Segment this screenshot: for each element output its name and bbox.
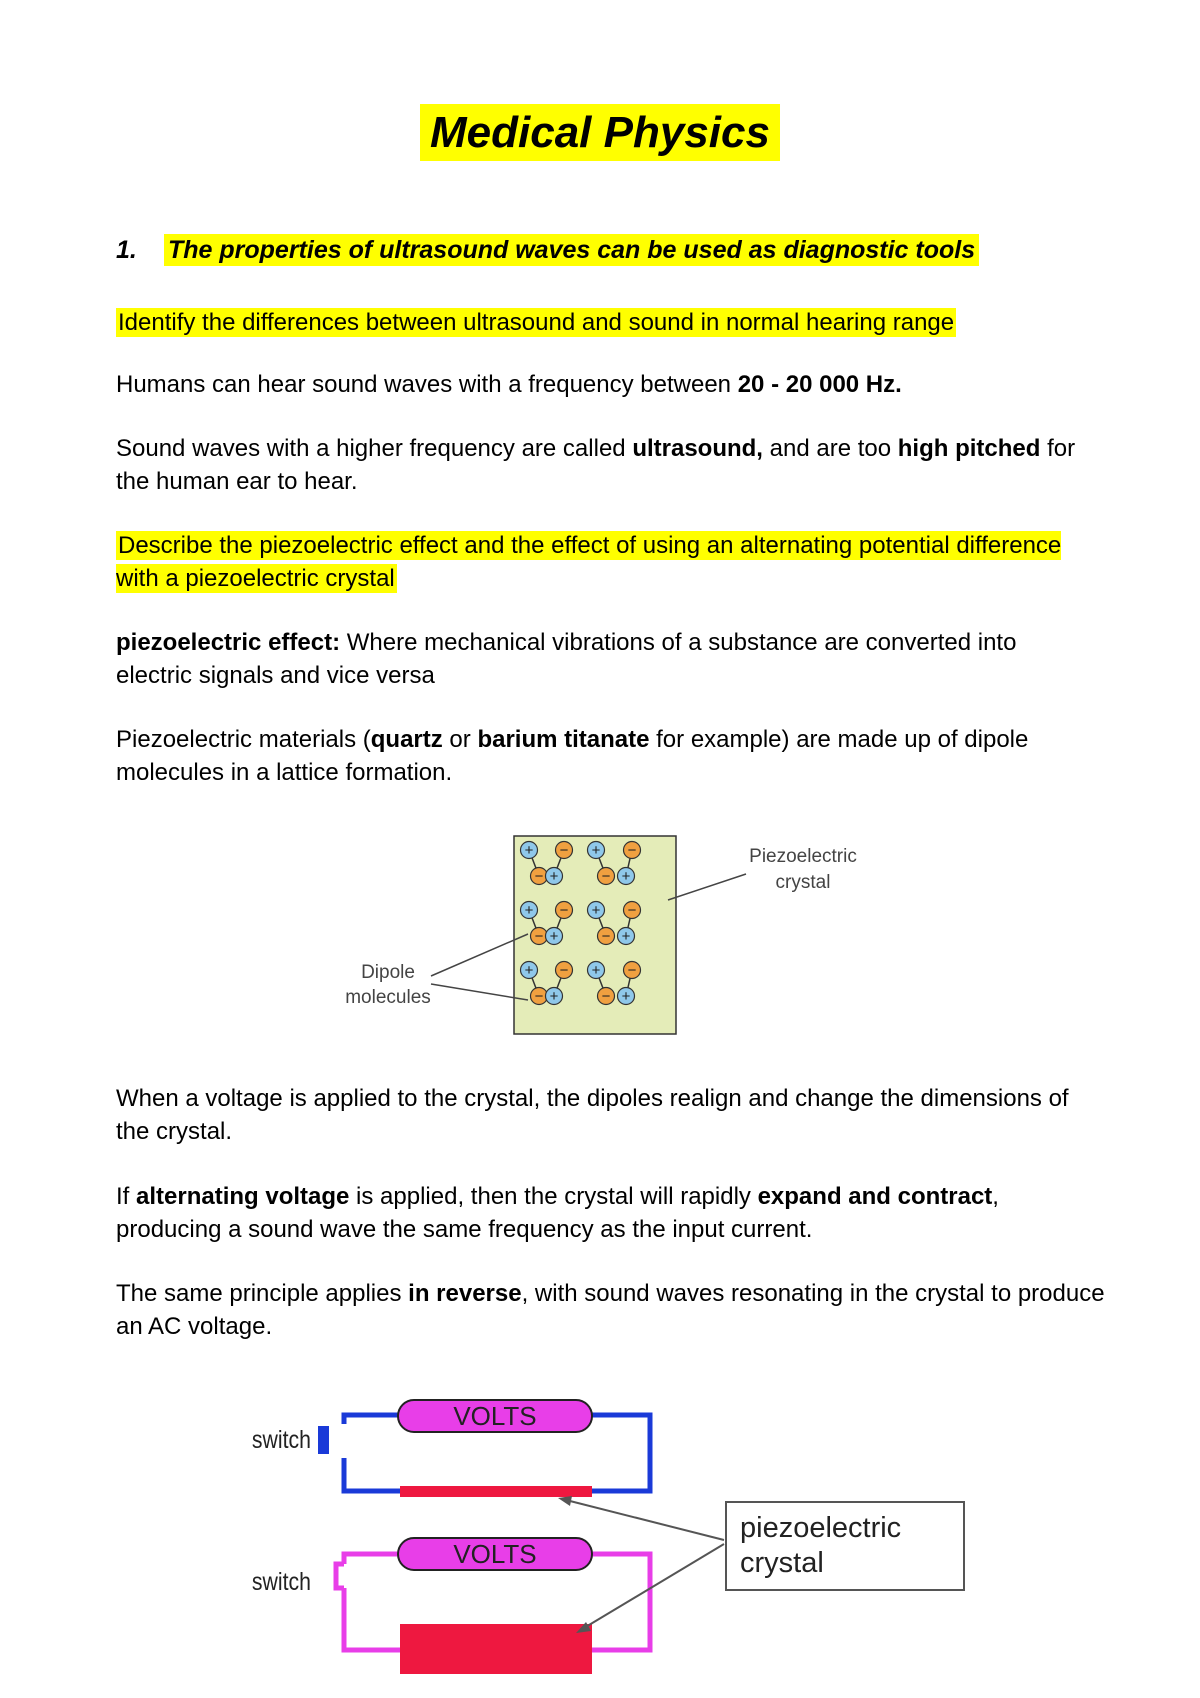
paragraph-alternating xyxy=(116,1180,1106,1246)
circuit-2-wire-top-left xyxy=(344,1554,398,1564)
label-crystal-line2: crystal xyxy=(775,872,831,893)
dipole-top-charge-sign: + xyxy=(524,902,534,919)
volts-2-label: VOLTS xyxy=(453,1539,537,1569)
dipole-top-charge-sign: − xyxy=(559,902,569,919)
paragraph-voltage-applied xyxy=(116,1082,1076,1148)
dipole-top-charge-sign: + xyxy=(591,902,601,919)
dipole-top-charge-sign: − xyxy=(559,962,569,979)
switch-1-label: switch xyxy=(251,1425,311,1454)
dipole-top-charge-sign: + xyxy=(591,962,601,979)
text-run: The same principle applies xyxy=(116,1280,409,1307)
text-run: Humans can hear sound waves with a frequency between xyxy=(116,371,738,398)
question-1 xyxy=(116,306,1096,339)
bold-run: alternating voltage xyxy=(136,1183,350,1210)
circuit-1-wire-right xyxy=(592,1415,650,1491)
dipole-top-charge-sign: − xyxy=(627,842,637,859)
crystal-1-thin xyxy=(400,1486,592,1497)
bold-run: barium titanate xyxy=(477,726,650,753)
dipole-bottom-charge-sign: + xyxy=(621,928,631,945)
text-run: , with sound waves resonating in the crystal to produce an AC voltage. xyxy=(116,1280,1105,1340)
dipole-bottom-charge-sign: + xyxy=(549,868,559,885)
switch-2-label: switch xyxy=(251,1567,311,1596)
dipole-top-charge-sign: + xyxy=(524,842,534,859)
dipole-bottom-charge-sign: − xyxy=(534,988,544,1005)
question-2 xyxy=(116,529,1076,595)
text-run: is applied, then the crystal will rapidly xyxy=(349,1183,758,1210)
dipole-bottom-charge-sign: − xyxy=(601,928,611,945)
text-run: or xyxy=(442,726,478,753)
text-run: for example) are made up of dipole molecules in a lattice formation. xyxy=(116,726,1029,786)
arrowhead-1 xyxy=(558,1496,572,1506)
circuit-1-wire-bottom-left xyxy=(344,1458,400,1491)
dipole-bottom-charge-sign: + xyxy=(549,928,559,945)
dipole-crystal-diagram xyxy=(330,828,870,1038)
paragraph-reverse xyxy=(116,1277,1106,1343)
dipole-bottom-charge-sign: − xyxy=(601,868,611,885)
figure-dipole-crystal xyxy=(330,828,870,1038)
dipole-bottom-charge-sign: − xyxy=(534,868,544,885)
label-dipole-line1: Dipole xyxy=(361,962,415,983)
bold-run: piezoelectric effect: xyxy=(116,629,341,656)
question-1-text: Identify the differences between ultrasound and sound in normal hearing range xyxy=(118,309,955,336)
label-crystal-line1: Piezoelectric xyxy=(749,846,857,867)
dipole-top-charge-sign: − xyxy=(627,962,637,979)
bold-run: high pitched xyxy=(897,435,1041,462)
page-title: Medical Physics xyxy=(420,104,780,161)
circuit-diagram xyxy=(240,1392,980,1682)
text-run: for the human ear to hear. xyxy=(116,435,1076,495)
label-dipole-line2: molecules xyxy=(345,987,431,1008)
dipole-top-charge-sign: + xyxy=(524,962,534,979)
circuit-1-wire-top-left xyxy=(344,1415,398,1424)
page-title-wrap xyxy=(0,108,1200,158)
switch-1-icon xyxy=(318,1426,329,1454)
volts-1-label: VOLTS xyxy=(453,1401,537,1431)
dipole-bottom-charge-sign: − xyxy=(534,928,544,945)
label-box-line1: piezoelectric xyxy=(740,1512,902,1544)
dipole-top-charge-sign: + xyxy=(591,842,601,859)
text-run: Sound waves with a higher frequency are called xyxy=(116,435,633,462)
label-box-line2: crystal xyxy=(740,1547,824,1579)
section-heading xyxy=(116,236,979,265)
question-2-text: Describe the piezoelectric effect and the effect of using an alternating potential difference with a piezoelectric crystal xyxy=(116,532,1062,592)
paragraph-hearing-range xyxy=(116,368,1096,401)
dipole-bottom-charge-sign: + xyxy=(621,988,631,1005)
text-run: Where mechanical vibrations of a substance are converted into electric signals and vice versa xyxy=(116,629,1017,689)
crystal-pointer-line xyxy=(668,874,746,900)
text-run: , producing a sound wave the same frequency as the input current. xyxy=(116,1183,999,1243)
bold-run: quartz xyxy=(370,726,443,753)
paragraph-piezo-definition xyxy=(116,626,1076,692)
section-number: 1. xyxy=(116,236,137,264)
section-title: The properties of ultrasound waves can be used as diagnostic tools xyxy=(164,234,979,266)
circuit-2-wire-right xyxy=(592,1554,650,1650)
dipole-bottom-charge-sign: − xyxy=(601,988,611,1005)
dipole-bottom-charge-sign: + xyxy=(549,988,559,1005)
dipole-top-charge-sign: − xyxy=(559,842,569,859)
bold-run: 20 - 20 000 Hz. xyxy=(737,371,902,398)
text-run: Piezoelectric materials ( xyxy=(116,726,371,753)
text-run: If xyxy=(116,1183,137,1210)
text-run: and are too xyxy=(762,435,898,462)
crystal-2-expanded xyxy=(400,1624,592,1674)
circuit-2-wire-bottom-left xyxy=(344,1588,400,1650)
bold-run: expand and contract xyxy=(757,1183,993,1210)
figure-circuits xyxy=(240,1392,980,1682)
bold-run: in reverse xyxy=(408,1280,522,1307)
switch-2-icon xyxy=(336,1564,344,1588)
dipole-top-charge-sign: − xyxy=(627,902,637,919)
text-run: When a voltage is applied to the crystal, the dipoles realign and change the dimensions of the crystal. xyxy=(116,1085,1069,1145)
arrow-to-crystal-2 xyxy=(584,1544,724,1628)
bold-run: ultrasound, xyxy=(632,435,763,462)
paragraph-ultrasound xyxy=(116,432,1076,498)
dipole-bottom-charge-sign: + xyxy=(621,868,631,885)
paragraph-materials xyxy=(116,723,1076,789)
arrow-to-crystal-1 xyxy=(566,1500,724,1540)
